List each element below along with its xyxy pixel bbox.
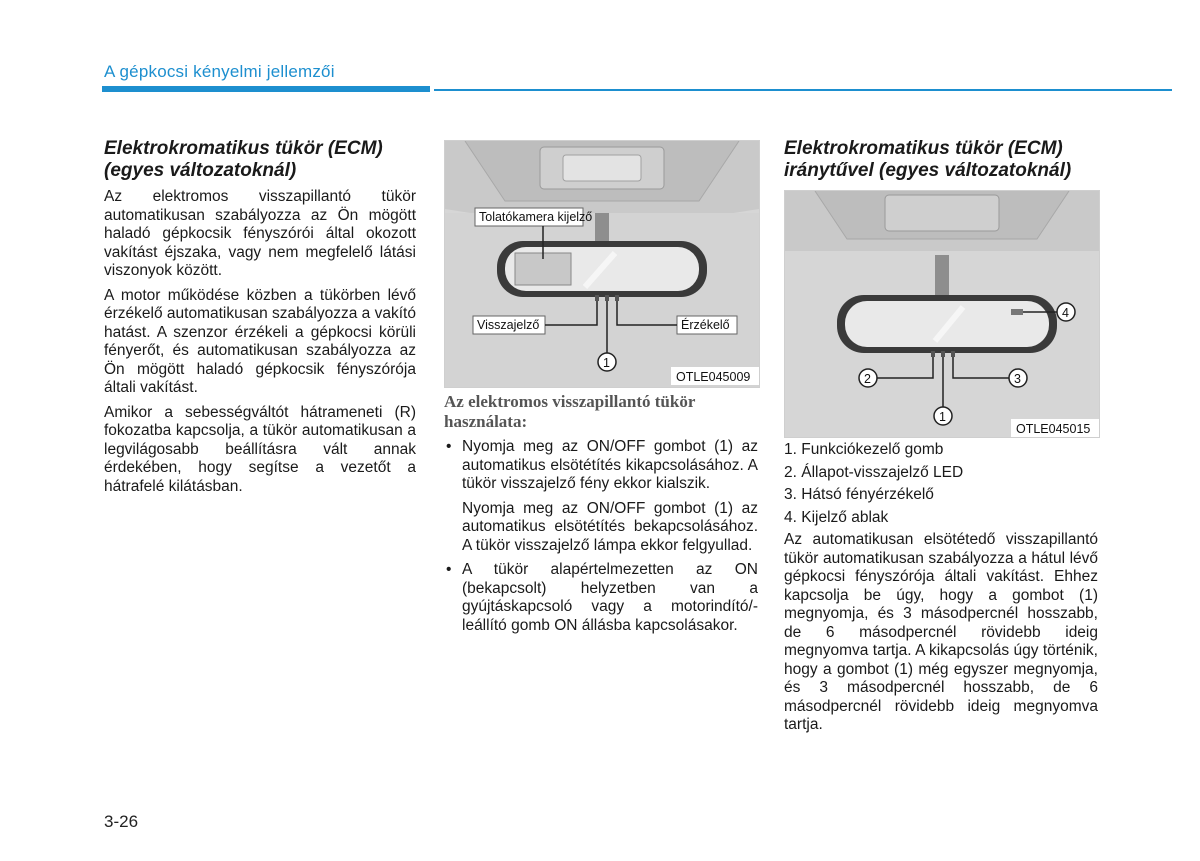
callout-2: 2 — [864, 372, 871, 386]
bullet-text: Nyomja meg az ON/OFF gombot (1) az automatikus elsötétítés kikapcsolásához. A tükör visszajelző fény ekkor kialszik. — [462, 438, 758, 492]
list-item — [444, 561, 758, 635]
label-sensor: Érzékelő — [681, 318, 730, 332]
callout-1: 1 — [939, 410, 946, 424]
left-paragraph: A motor működése közben a tükörben lévő érzékelő automatikusan szabályozza a vakító hatást. A szenzor érzékeli a gépkocsi körüli fényerőt, és automatikusan szabályozza az Ön mögött haladó gépkocsik fényszórója általi vakítást. — [104, 286, 416, 396]
list-item: 3. Hátsó fényérzékelő — [784, 486, 934, 503]
mirror-figure-ecm — [444, 140, 760, 388]
list-item: 1. Funkciókezelő gomb — [784, 441, 944, 458]
component-list — [784, 441, 1098, 527]
bullet-symbol: • — [446, 438, 452, 455]
middle-column — [444, 392, 758, 641]
usage-subheading: Az elektromos visszapillantó tükör használata: — [444, 392, 696, 431]
left-column — [104, 138, 416, 502]
usage-list — [444, 438, 758, 635]
left-paragraph: Az elektromos visszapillantó tükör automatikusan szabályozza az Ön mögött haladó gépkocsik fényszórói által okozott vakítást éjszaka, vagy nem megfelelő látási viszonyok között. — [104, 188, 416, 279]
right-paragraph: Az automatikusan elsötétedő visszapillantó tükör automatikusan szabályozza a hátul lévő gépkocsi fényszórója általi vakítást. Ehhez kapcsolja be úgy, hogy a gombot (1) megnyomja, és 3 másodpercnél hosszabb, de 6 másodpercnél rövidebb ideig megnyomva tartja. A kikapcsolás úgy történik, hogy a gombot (1) még egyszer megnyomja, és 3 másodpercnél hosszabb, de 6 másodpercnél rövidebb ideig megnyomva tartja. — [784, 531, 1098, 733]
callout-3: 3 — [1014, 372, 1021, 386]
callout-4: 4 — [1062, 306, 1069, 320]
right-heading-block — [784, 138, 1104, 182]
list-item — [444, 438, 758, 555]
header-rule-thick — [102, 86, 430, 92]
bullet-symbol: • — [446, 561, 452, 578]
left-paragraph: Amikor a sebességváltót hátrameneti (R) fokozatba kapcsolja, a tükör automatikusan a legvilágosabb beállításra vált annak érdekében, hogy segítse a vezetőt a hátrafelé kilátásban. — [104, 403, 416, 495]
label-indicator: Visszajelző — [477, 318, 540, 332]
callout-1: 1 — [603, 356, 610, 370]
section-title: A gépkocsi kényelmi jellemzői — [104, 62, 335, 81]
right-heading: Elektrokromatikus tükör (ECM) iránytűvel (egyes változatoknál) — [784, 138, 1072, 181]
left-heading: Elektrokromatikus tükör (ECM) (egyes változatoknál) — [104, 138, 383, 181]
list-item: 2. Állapot-visszajelző LED — [784, 463, 964, 481]
right-column — [784, 441, 1098, 741]
list-item: 4. Kijelző ablak — [784, 508, 889, 526]
page-number: 3-26 — [104, 812, 139, 831]
bullet-subtext: Nyomja meg az ON/OFF gombot (1) az automatikus elsötétítés bekapcsolásához. A tükör visszajelző lámpa ekkor felgyullad. — [462, 499, 758, 554]
mirror-figure-compass — [784, 190, 1100, 438]
label-camera-display: Tolatókamera kijelző — [479, 210, 593, 224]
figure-code: OTLE045015 — [1016, 422, 1091, 436]
figure-code: OTLE045009 — [676, 370, 751, 384]
bullet-text: A tükör alapértelmezetten az ON (bekapcsolt) helyzetben van a gyújtáskapcsoló vagy a motorindító/-leállító gomb ON állásba kapcsolásakor. — [462, 561, 758, 634]
header-rule-thin — [434, 89, 1172, 91]
